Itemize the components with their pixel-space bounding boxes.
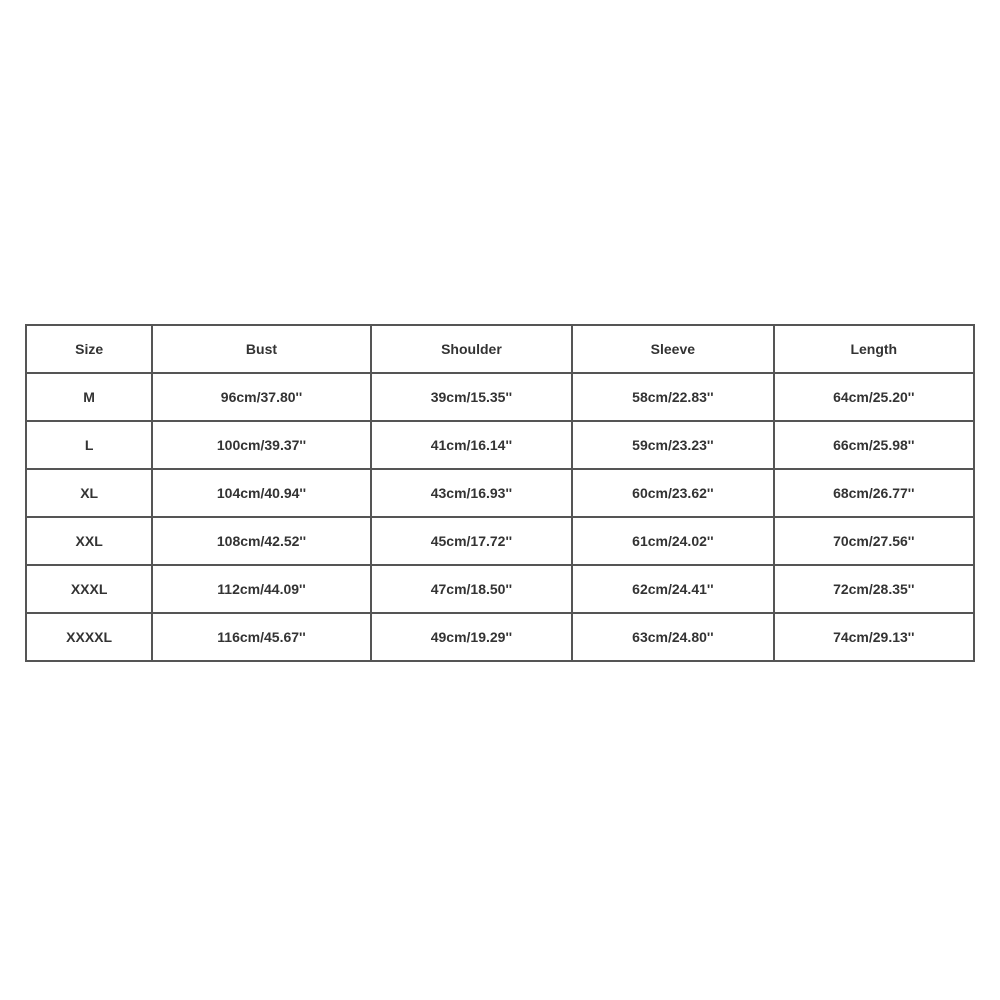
cell-shoulder: 45cm/17.72'' [371, 517, 572, 565]
cell-sleeve: 59cm/23.23'' [572, 421, 773, 469]
cell-sleeve: 62cm/24.41'' [572, 565, 773, 613]
header-row [26, 325, 974, 373]
cell-bust: 104cm/40.94'' [152, 469, 370, 517]
cell-shoulder: 43cm/16.93'' [371, 469, 572, 517]
cell-shoulder: 41cm/16.14'' [371, 421, 572, 469]
table-row [26, 613, 974, 661]
cell-length: 66cm/25.98'' [774, 421, 974, 469]
cell-length: 70cm/27.56'' [774, 517, 974, 565]
cell-bust: 108cm/42.52'' [152, 517, 370, 565]
cell-shoulder: 49cm/19.29'' [371, 613, 572, 661]
table-row [26, 421, 974, 469]
cell-length: 64cm/25.20'' [774, 373, 974, 421]
cell-shoulder: 47cm/18.50'' [371, 565, 572, 613]
cell-size: XXL [26, 517, 152, 565]
header-length: Length [774, 325, 974, 373]
header-shoulder: Shoulder [371, 325, 572, 373]
cell-bust: 100cm/39.37'' [152, 421, 370, 469]
table-row [26, 469, 974, 517]
cell-length: 74cm/29.13'' [774, 613, 974, 661]
cell-sleeve: 61cm/24.02'' [572, 517, 773, 565]
table-row [26, 373, 974, 421]
cell-size: XL [26, 469, 152, 517]
cell-bust: 112cm/44.09'' [152, 565, 370, 613]
table-row [26, 517, 974, 565]
cell-bust: 116cm/45.67'' [152, 613, 370, 661]
cell-size: XXXXL [26, 613, 152, 661]
cell-length: 72cm/28.35'' [774, 565, 974, 613]
header-bust: Bust [152, 325, 370, 373]
cell-sleeve: 63cm/24.80'' [572, 613, 773, 661]
table-row [26, 565, 974, 613]
cell-size: XXXL [26, 565, 152, 613]
cell-sleeve: 60cm/23.62'' [572, 469, 773, 517]
header-sleeve: Sleeve [572, 325, 773, 373]
cell-bust: 96cm/37.80'' [152, 373, 370, 421]
cell-size: L [26, 421, 152, 469]
cell-sleeve: 58cm/22.83'' [572, 373, 773, 421]
cell-size: M [26, 373, 152, 421]
cell-shoulder: 39cm/15.35'' [371, 373, 572, 421]
cell-length: 68cm/26.77'' [774, 469, 974, 517]
header-size: Size [26, 325, 152, 373]
size-chart-table [25, 324, 975, 662]
